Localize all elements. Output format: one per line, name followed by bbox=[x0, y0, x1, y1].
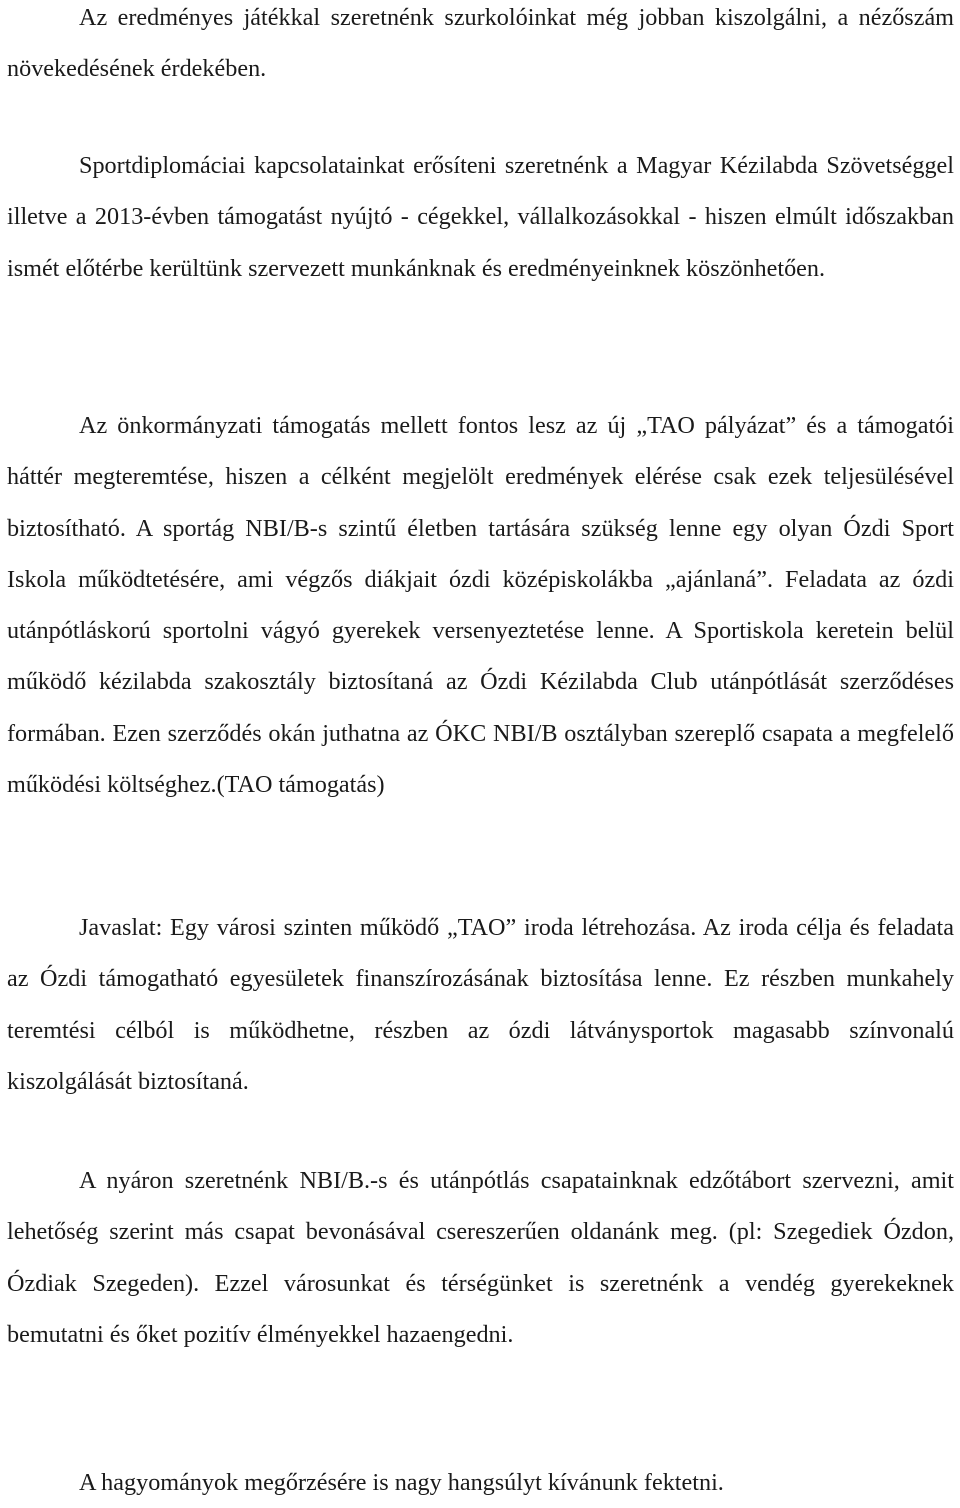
paragraph-summer-camp: A nyáron szeretnénk NBI/B.-s és utánpótlás csapatainknak edzőtábort szervezni, amit lehetőség szerint más csapat bevonásával csereszerűen oldanánk meg. (pl: Szegediek Ózdon, Ózdiak Szegeden). Ezzel városunkat és térségünket is szeretnénk a vendég gyerekeknek bemutatni és őket pozitív élményekkel hazaengedni. bbox=[7, 1167, 954, 1348]
paragraph-traditions: A hagyományok megőrzésére is nagy hangsúlyt kívánunk fektetni. bbox=[79, 1469, 724, 1496]
paragraph-proposal: Javaslat: Egy városi szinten működő „TAO” iroda létrehozása. Az iroda célja és feladata az Ózdi támogatható egyesületek finanszírozásának biztosítása lenne. Ez részben munkahely teremtési célból is működhetne, részben az ózdi látványsportok magasabb színvonalú kiszolgálását biztosítaná. bbox=[7, 914, 954, 1095]
paragraph-tao-support: Az önkormányzati támogatás mellett fontos lesz az új „TAO pályázat” és a támogatói háttér megteremtése, hiszen a célként megjelölt eredmények elérése csak ezek teljesülésével biztosítható. A sportág NBI/B-s szintű életben tartására szükség lenne egy olyan Ózdi Sport Iskola működtetésére, ami végzős diákjait ózdi középiskolákba „ajánlaná”. Feladata az ózdi utánpótláskorú sportolni vágyó gyerekek versenyeztetése lenne. A Sportiskola keretein belül működő kézilabda szakosztály biztosítaná az Ózdi Kézilabda Club utánpótlását szerződéses formában. Ezen szerződés okán juthatna az ÓKC NBI/B osztályban szereplő csapata a megfelelő működési költséghez.(TAO támogatás) bbox=[7, 412, 954, 799]
paragraph-fan-service: Az eredményes játékkal szeretnénk szurkolóinkat még jobban kiszolgálni, a nézőszám növekedésének érdekében. bbox=[7, 4, 954, 83]
paragraph-sports-diplomacy: Sportdiplomáciai kapcsolatainkat erősíteni szeretnénk a Magyar Kézilabda Szövetséggel illetve a 2013-évben támogatást nyújtó - cégekkel, vállalkozásokkal - hiszen elmúlt időszakban ismét előtérbe kerültünk szervezett munkánknak és eredményeinknek köszönhetően. bbox=[7, 152, 954, 282]
